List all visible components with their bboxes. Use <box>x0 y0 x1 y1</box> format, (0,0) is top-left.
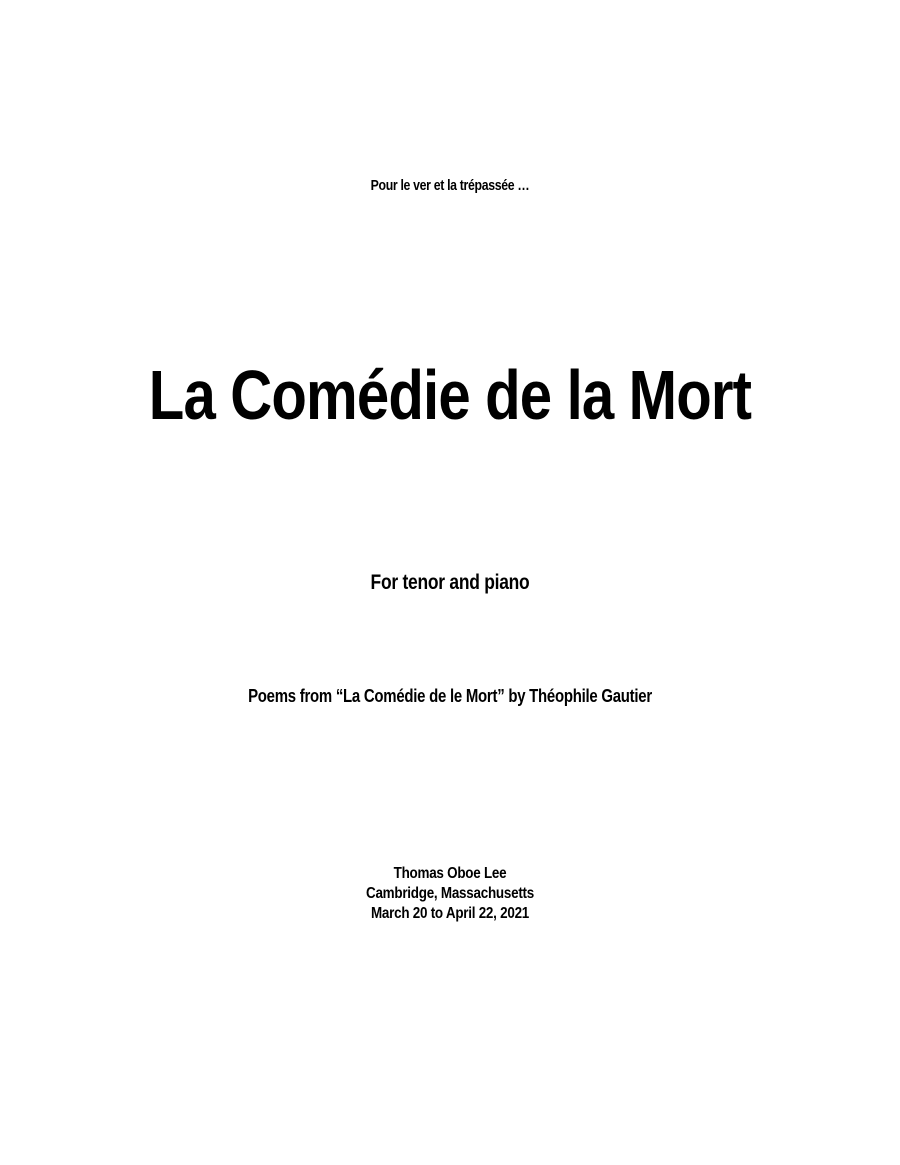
text-source: Poems from “La Comédie de le Mort” by Théophile Gautier <box>248 686 652 706</box>
composition-dates: March 20 to April 22, 2021 <box>370 905 530 922</box>
composer-name: Thomas Oboe Lee <box>393 865 507 882</box>
dedication: Pour le ver et la trépassée … <box>370 177 530 194</box>
page-title: La Comédie de la Mort <box>148 356 752 434</box>
composition-location: Cambridge, Massachusetts <box>366 885 534 902</box>
instrumentation: For tenor and piano <box>370 571 530 594</box>
credits-block <box>72 864 828 924</box>
